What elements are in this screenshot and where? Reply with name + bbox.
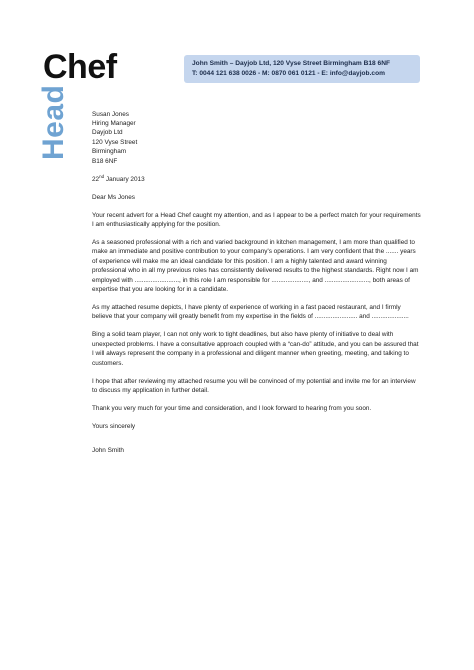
recipient-street: 120 Vyse Street (92, 138, 138, 146)
letter-body (92, 101, 422, 464)
signature: John Smith (92, 446, 124, 454)
recipient-city: Birmingham (92, 148, 127, 156)
paragraph-5: I hope that after reviewing my attached resume you will be convinced of my potential and invite me for an interview to discuss my application in further detail. (92, 377, 416, 395)
salutation: Dear Ms Jones (92, 193, 135, 201)
paragraph-1: Your recent advert for a Head Chef caught my attention, and as I appear to be a perfect match for your requirements I am enthusiastically applying for the position. (92, 211, 421, 229)
contact-header (184, 55, 420, 83)
recipient-name: Susan Jones (92, 110, 129, 118)
contact-line-2: T: 0044 121 638 0026 - M: 0870 061 0121 - E: info@dayjob.com (192, 70, 385, 77)
date-day: 22 (92, 175, 100, 183)
date-suffix: nd (99, 173, 105, 179)
contact-line-1: John Smith – Dayjob Ltd, 120 Vyse Street Birmingham B18 6NF (192, 60, 390, 67)
paragraph-3: As my attached resume depicts, I have plenty of experience of working in a fast paced restaurant, and I firmly believe that your company will greatly benefit from my expertise in the fields of ........................ and ..................... (92, 304, 409, 321)
letter-date (92, 175, 422, 184)
title-head: Head (37, 84, 70, 160)
recipient-position: Hiring Manager (92, 120, 136, 127)
paragraph-6: Thank you very much for your time and consideration, and I look forward to hearing from you soon. (92, 405, 372, 413)
paragraph-4: Bing a solid team player, I can not only work to tight deadlines, but also have plenty of initiative to deal with unexpected problems. I have a consultative approach coupled with a “can-do” attitude, and you can be assured that I will always represent the company in a professional and diligent manner when greeting, meeting, and talking to customers. (92, 331, 419, 367)
recipient-company: Dayjob Ltd (92, 129, 123, 137)
date-rest: January 2013 (104, 175, 145, 183)
closing: Yours sincerely (92, 423, 136, 431)
paragraph-2: As a seasoned professional with a rich and varied background in kitchen management, I am more than qualified to make an immediate and positive contribution to your company's operations. I am very confident that the ....... years of experience will make me an ideal candidate for this position. I am a highly talented and award winning professional who in all my previous roles has consistently delivered results to the highest standards. Right now I am employed with ........................., in this role I am responsible for ....................., and ........................., both areas of expertise that you are looking for in a candidate. (92, 239, 419, 294)
recipient-postcode: B18 6NF (92, 157, 118, 165)
title-chef: Chef (43, 48, 117, 86)
